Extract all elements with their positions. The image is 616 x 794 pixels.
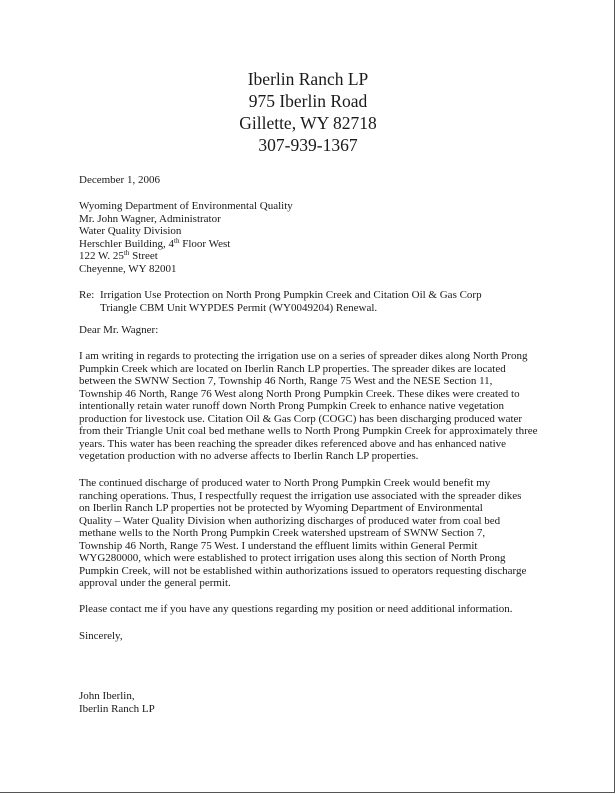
paragraph-line: I am writing in regards to protecting the irrigation use on a series of spreader dikes along North Prong xyxy=(79,350,528,362)
subject-line-1: Irrigation Use Protection on North Prong Pumpkin Creek and Citation Oil & Gas Corp xyxy=(100,289,482,301)
paragraph-line: on Iberlin Ranch LP properties not be protected by Wyoming Department of Environmental xyxy=(79,502,483,514)
paragraph-3: Please contact me if you have any questions regarding my position or need additional information. xyxy=(79,603,513,615)
signature-block xyxy=(79,690,599,715)
letterhead-city: Gillette, WY 82718 xyxy=(239,113,377,133)
recipient-person: Mr. John Wagner, Administrator xyxy=(79,212,221,225)
salutation: Dear Mr. Wagner: xyxy=(79,324,159,336)
subject-label: Re: xyxy=(79,289,95,301)
letter-date: December 1, 2006 xyxy=(79,174,160,186)
recipient-division: Water Quality Division xyxy=(79,225,182,237)
subject-line xyxy=(79,289,599,314)
signature-name: John Iberlin, xyxy=(79,690,135,702)
paragraph-2 xyxy=(79,477,599,590)
recipient-address xyxy=(79,200,599,275)
paragraph-line: Quality – Water Quality Division when authorizing discharges of produced water from coal bed xyxy=(79,514,501,527)
paragraph-line: WYG280000, which were established to protect irrigation uses along this section of North Prong xyxy=(79,552,506,564)
paragraph-line: Township 46 North, Range 76 West along North Prong Pumpkin Creek. These dikes were created to xyxy=(79,387,520,400)
letterhead-phone: 307-939-1367 xyxy=(258,135,358,155)
paragraph-line: Pumpkin Creek, will not be established within authorizations issued to operators requesting discharge xyxy=(79,564,527,577)
recipient-building: Herschler Building, 4th Floor West xyxy=(79,236,231,250)
paragraph-line: approval under the general permit. xyxy=(79,577,231,589)
paragraph-line: vegetation production with no adverse affects to Iberlin Ranch LP properties. xyxy=(79,450,419,462)
paragraph-line: intentionally retain water runoff down North Prong Pumpkin Creek to enhance native vegetation xyxy=(79,400,505,412)
closing: Sincerely, xyxy=(79,630,123,642)
signature-company: Iberlin Ranch LP xyxy=(79,702,155,715)
paragraph-line: ranching operations. Thus, I respectfully request the irrigation use associated with the spreader dikes xyxy=(79,489,522,502)
recipient-city: Cheyenne, WY 82001 xyxy=(79,262,177,275)
paragraph-line: production for livestock use. Citation Oil & Gas Corp (COGC) has been discharging produced water xyxy=(79,412,523,425)
paragraph-line: years. This water has been reaching the spreader dikes referenced above and has enhanced native xyxy=(79,437,507,450)
paragraph-line: methane wells to the North Prong Pumpkin Creek watershed upstream of SWNW Section 7, xyxy=(79,527,486,539)
paragraph-line: The continued discharge of produced water to North Prong Pumpkin Creek would benefit my xyxy=(79,477,491,489)
subject-line-2: Triangle CBM Unit WYPDES Permit (WY0049204) Renewal. xyxy=(100,301,378,314)
paragraph-1 xyxy=(79,350,599,463)
paragraph-line: Township 46 North, Range 75 West. I understand the effluent limits within General Permit xyxy=(79,539,478,552)
letterhead-name: Iberlin Ranch LP xyxy=(247,69,369,89)
paragraph-line: between the SWNW Section 7, Township 46 North, Range 75 West and the NESE Section 11, xyxy=(79,375,493,387)
letterhead-street: 975 Iberlin Road xyxy=(248,91,368,111)
paragraph-line: from their Triangle Unit coal bed methane wells to North Prong Pumpkin Creek for approximately three xyxy=(79,425,538,437)
recipient-org: Wyoming Department of Environmental Quality xyxy=(79,200,293,212)
letterhead xyxy=(0,68,616,156)
recipient-street: 122 W. 25th Street xyxy=(79,249,158,262)
paragraph-line: Pumpkin Creek which are located on Iberlin Ranch LP properties. The spreader dikes are located xyxy=(79,362,506,375)
